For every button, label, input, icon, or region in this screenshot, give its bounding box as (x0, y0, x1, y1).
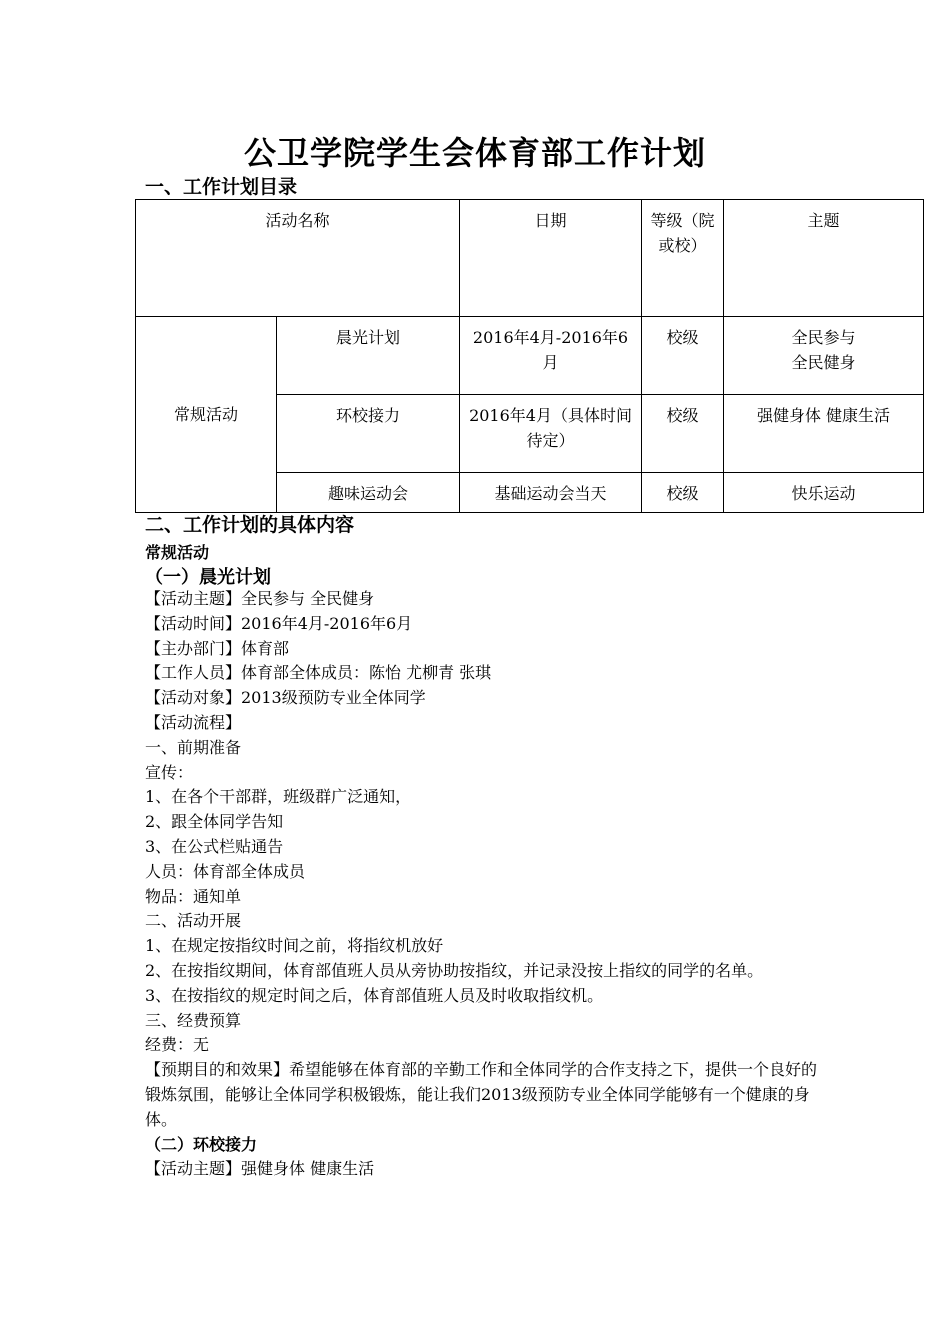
header-level: 等级（院或校） (642, 200, 724, 317)
content-line: 【活动主题】强健身体 健康生活 (145, 1159, 375, 1179)
content-line: 【主办部门】体育部 (145, 638, 290, 658)
header-activity-name: 活动名称 (136, 200, 460, 317)
content-line: 【活动流程】 (145, 712, 242, 732)
content-line: 2、跟全体同学告知 (145, 812, 284, 832)
content-line: 【活动对象】2013级预防专业全体同学 (145, 688, 426, 708)
content-line: 1、在各个干部群，班级群广泛通知， (145, 787, 412, 807)
header-date: 日期 (460, 200, 642, 317)
activity-level: 校级 (642, 395, 724, 473)
content-line: 二、活动开展 (145, 911, 242, 931)
activity-name: 趣味运动会 (277, 473, 460, 513)
page-title: 公卫学院学生会体育部工作计划 (243, 134, 706, 172)
activity-date: 基础运动会当天 (460, 473, 642, 513)
content-line: 【活动时间】2016年4月-2016年6月 (145, 613, 413, 633)
content-line: 3、在公式栏贴通告 (145, 836, 284, 856)
activity-theme: 全民参与 全民健身 (724, 317, 924, 395)
section-heading-details: 二、工作计划的具体内容 (145, 514, 355, 536)
content-line: 宣传： (145, 762, 194, 782)
content-line: 2、在按指纹期间，体育部值班人员从旁协助按指纹，并记录没按上指纹的同学的名单。 (145, 960, 764, 980)
content-line: 【工作人员】体育部全体成员：陈怡 尤柳青 张琪 (145, 663, 492, 683)
section-heading-plan-index: 一、工作计划目录 (145, 176, 298, 198)
content-line: 人员：体育部全体成员 (145, 861, 306, 881)
table-header-row (136, 200, 924, 317)
content-line: 经费：无 (145, 1035, 210, 1055)
content-line: 物品：通知单 (145, 886, 242, 906)
subsection-content-morning-plan (145, 587, 825, 1182)
activity-theme: 快乐运动 (724, 473, 924, 513)
header-theme: 主题 (724, 200, 924, 317)
subsection-heading-relay: （二）环校接力 (145, 1134, 258, 1154)
content-line: 3、在按指纹的规定时间之后，体育部值班人员及时收取指纹机。 (145, 985, 604, 1005)
content-line: 【活动主题】全民参与 全民健身 (145, 589, 375, 608)
content-line: 【预期目的和效果】希望能够在体育部的辛勤工作和全体同学的合作支持之下，提供一个良好的锻炼氛围，能够让全体同学积极锻炼，能让我们2013级预防专业全体同学能够有一个健康的身体。 (145, 1060, 818, 1129)
content-line: 三、经费预算 (145, 1010, 242, 1030)
activity-name: 晨光计划 (277, 317, 460, 395)
activity-theme: 强健身体 健康生活 (724, 395, 924, 473)
regular-activities-label: 常规活动 (145, 543, 210, 562)
plan-index-table (135, 199, 924, 513)
table-row (136, 317, 924, 395)
activity-level: 校级 (642, 317, 724, 395)
content-line: 1、在规定按指纹时间之前，将指纹机放好 (145, 936, 444, 956)
subsection-heading-morning-plan: （一）晨光计划 (145, 567, 271, 588)
content-line: 一、前期准备 (145, 737, 242, 757)
activity-name: 环校接力 (277, 395, 460, 473)
group-label: 常规活动 (136, 317, 277, 513)
activity-date: 2016年4月-2016年6月 (460, 317, 642, 395)
activity-date: 2016年4月（具体时间待定） (460, 395, 642, 473)
activity-level: 校级 (642, 473, 724, 513)
